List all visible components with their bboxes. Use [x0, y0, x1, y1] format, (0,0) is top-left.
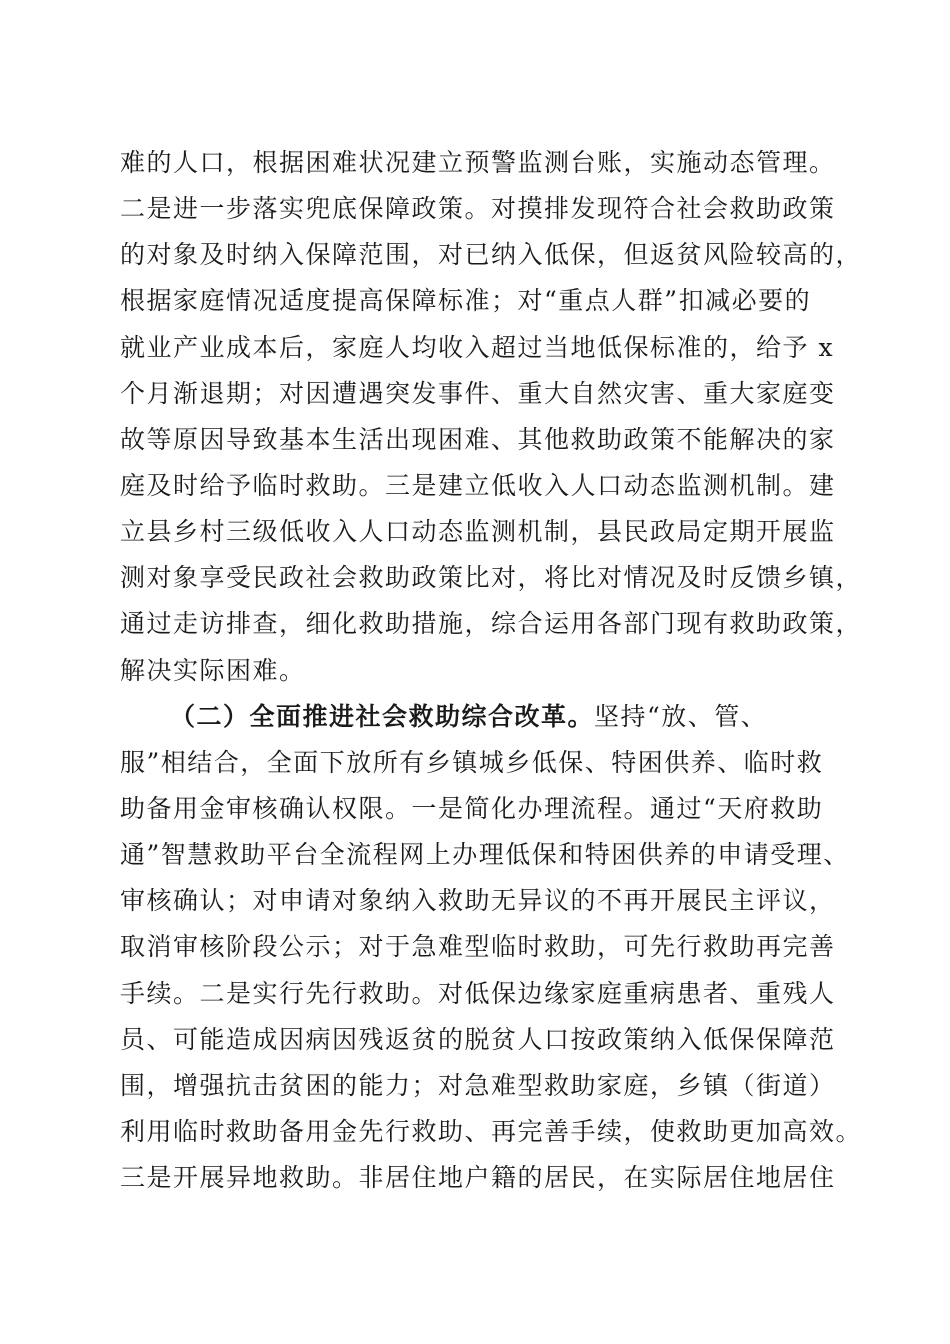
text-line: 利用临时救助备用金先行救助、再完善手续，使救助更加高效。 [120, 1116, 863, 1146]
text-line: 根据家庭情况适度提高保障标准；对“重点人群”扣减必要的 [120, 286, 812, 316]
text-line: 立县乡村三级低收入人口动态监测机制，县民政局定期开展监 [120, 517, 836, 547]
text-line: 取消审核阶段公示；对于急难型临时救助，可先行救助再完善 [120, 932, 836, 962]
text-line: 围，增强抗击贫困的能力；对急难型救助家庭，乡镇（街道） [120, 1070, 836, 1100]
text-line: 测对象享受民政社会救助政策比对，将比对情况及时反馈乡镇， [120, 563, 863, 593]
section-heading-rest: 坚持“放、管、 [594, 701, 768, 731]
text-line: 难的人口，根据困难状况建立预警监测台账，实施动态管理。 [120, 148, 836, 177]
text-line: 通”智慧救助平台全流程网上办理低保和特困供养的申请受理、 [120, 840, 850, 870]
text-line: 解决实际困难。 [120, 655, 306, 685]
text-line: 故等原因导致基本生活出现困难、其他救助政策不能解决的家 [120, 424, 836, 454]
text-line: 手续。二是实行先行救助。对低保边缘家庭重病患者、重残人 [120, 978, 836, 1008]
text-line: 助备用金审核确认权限。一是简化办理流程。通过“天府救助 [120, 793, 824, 823]
text-line: 三是开展异地救助。非居住地户籍的居民，在实际居住地居住 [120, 1163, 836, 1193]
text-line: 的对象及时纳入保障范围，对已纳入低保，但返贫风险较高的， [120, 240, 863, 270]
section-heading: （二）全面推进社会救助综合改革。 [170, 701, 595, 731]
text-line: 通过走访排查，细化救助措施，综合运用各部门现有救助政策， [120, 609, 863, 639]
text-line: 服”相结合，全面下放所有乡镇城乡低保、特困供养、临时救 [120, 747, 824, 777]
body-text [120, 140, 863, 1201]
text-line: 就业产业成本后，家庭人均收入超过当地低保标准的，给予 x [120, 332, 835, 362]
text-line: 庭及时给予临时救助。三是建立低收入人口动态监测机制。建 [120, 470, 836, 500]
text-line: 个月渐退期；对因遭遇突发事件、重大自然灾害、重大家庭变 [120, 378, 836, 408]
text-line: 二是进一步落实兜底保障政策。对摸排发现符合社会救助政策 [120, 194, 836, 224]
section-heading-line [120, 694, 840, 740]
text-line: 员、可能造成因病因残返贫的脱贫人口按政策纳入低保保障范 [120, 1024, 836, 1054]
text-line: 审核确认；对申请对象纳入救助无异议的不再开展民主评议， [120, 886, 836, 916]
